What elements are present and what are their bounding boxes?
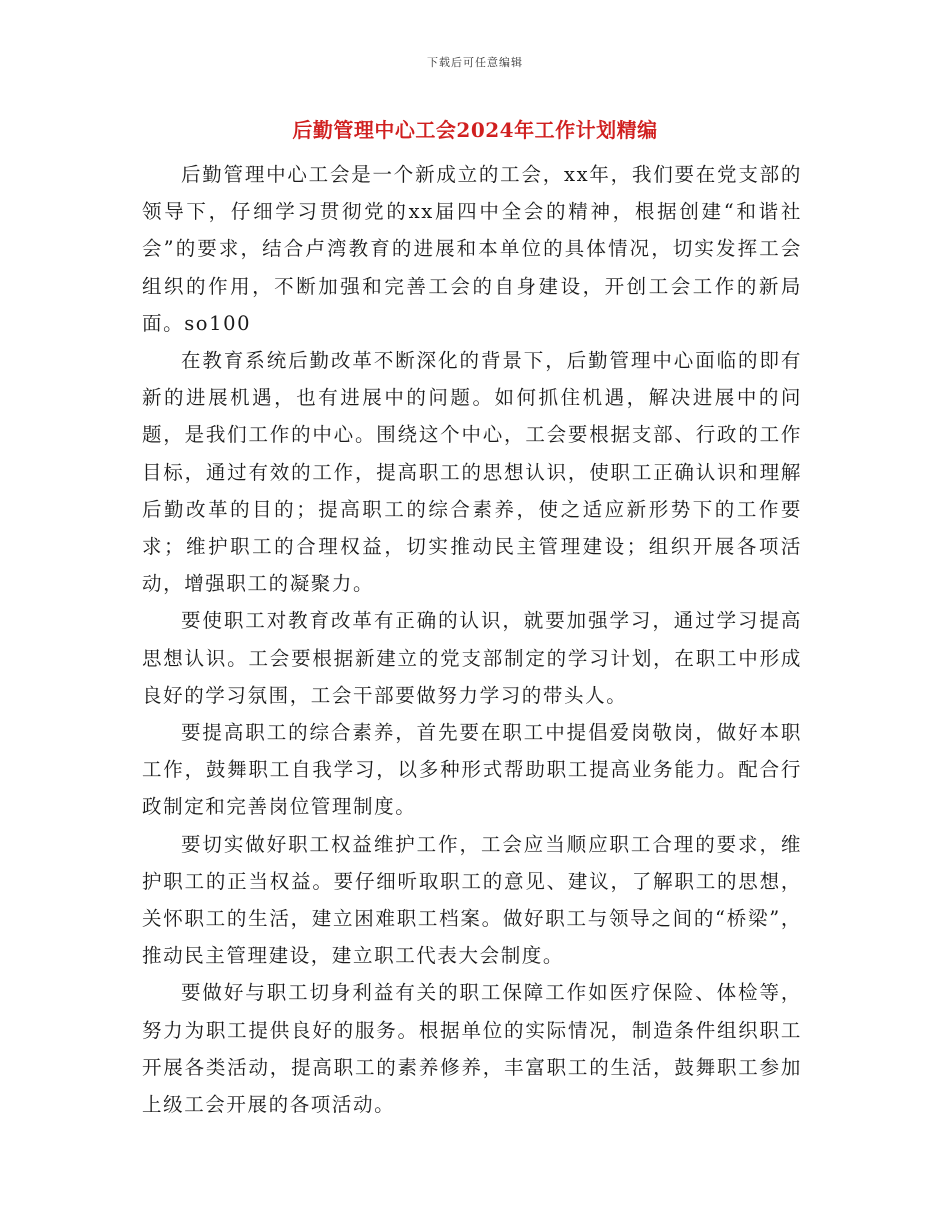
paragraph-study: 要使职工对教育改革有正确的认识，就要加强学习，通过学习提高思想认识。工会要根据新建立的党支部制定的学习计划，在职工中形成良好的学习氛围，工会干部要做努力学习的带头人。 xyxy=(142,609,802,707)
paragraph-quality: 要提高职工的综合素养，首先要在职工中提倡爱岗敬岗，做好本职工作，鼓舞职工自我学习，以多种形式帮助职工提高业务能力。配合行政制定和完善岗位管理制度。 xyxy=(142,721,802,819)
paragraph-rights: 要切实做好职工权益维护工作，工会应当顺应职工合理的要求，维护职工的正当权益。要仔细听取职工的意见、建议，了解职工的思想，关怀职工的生活，建立困难职工档案。做好职工与领导之间的“桥梁”，推动民主管理建设，建立职工代表大会制度。 xyxy=(142,832,802,968)
document-title: 后勤管理中心工会2024年工作计划精编 xyxy=(292,118,658,142)
paragraph-intro: 后勤管理中心工会是一个新成立的工会，xx年，我们要在党支部的领导下，仔细学习贯彻党的xx届四中全会的精神，根据创建“和谐社会”的要求，结合卢湾教育的进展和本单位的具体情况，切实发挥工会组织的作用，不断加强和完善工会的自身建设，开创工会工作的新局面。so100 xyxy=(142,163,802,335)
paragraph-background: 在教育系统后勤改革不断深化的背景下，后勤管理中心面临的即有新的进展机遇，也有进展中的问题。如何抓住机遇，解决进展中的问题，是我们工作的中心。围绕这个中心，工会要根据支部、行政的工作目标，通过有效的工作，提高职工的思想认识，使职工正确认识和理解后勤改革的目的；提高职工的综合素养，使之适应新形势下的工作要求；维护职工的合理权益，切实推动民主管理建设；组织开展各项活动，增强职工的凝聚力。 xyxy=(142,349,802,596)
document-body xyxy=(142,156,802,1123)
header-note: 下载后可任意编辑 xyxy=(427,56,523,69)
paragraph-welfare: 要做好与职工切身利益有关的职工保障工作如医疗保险、体检等，努力为职工提供良好的服务。根据单位的实际情况，制造条件组织职工开展各类活动，提高职工的素养修养，丰富职工的生活，鼓舞职工参加上级工会开展的各项活动。 xyxy=(142,981,802,1117)
